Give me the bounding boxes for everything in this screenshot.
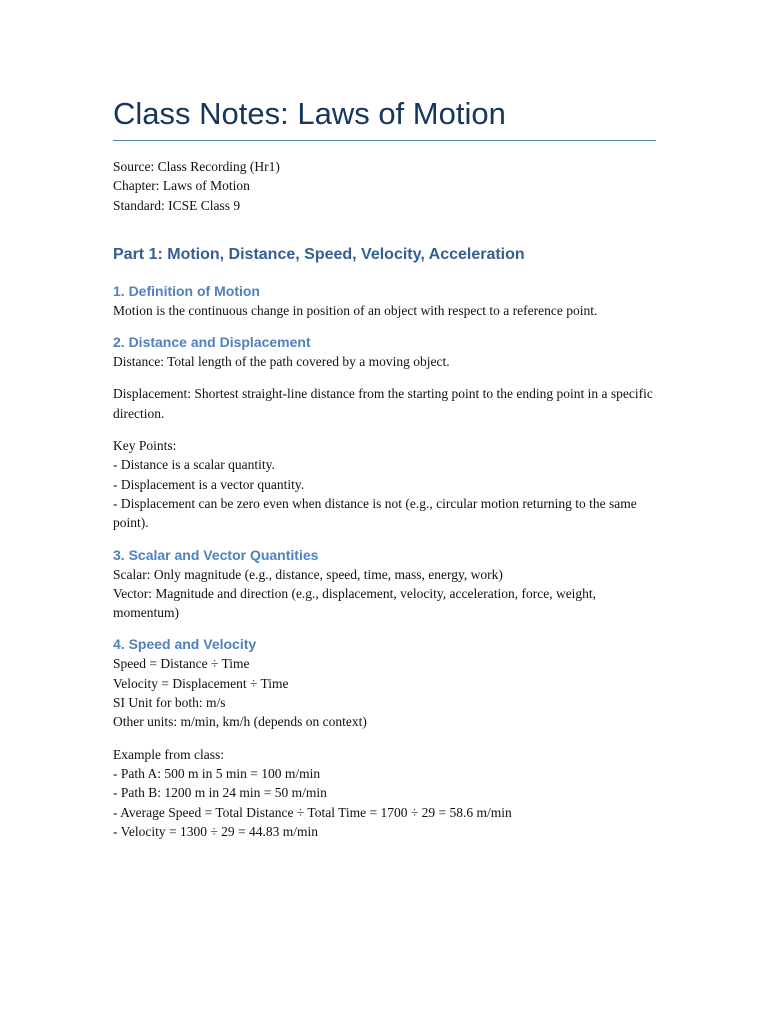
key-point-item: - Displacement can be zero even when distance is not (e.g., circular motion returning to the same point). <box>113 495 637 531</box>
section-distance-heading: 2. Distance and Displacement <box>113 334 311 351</box>
key-point-item: - Distance is a scalar quantity. <box>113 457 275 473</box>
formula-line: SI Unit for both: m/s <box>113 695 226 711</box>
example-line: - Path B: 1200 m in 24 min = 50 m/min <box>113 785 327 801</box>
displacement-definition: Displacement: Shortest straight-line distance from the starting point to the ending point in a specific direction. <box>113 386 653 421</box>
vector-definition: Vector: Magnitude and direction (e.g., displacement, velocity, acceleration, force, weight, momentum) <box>113 585 597 621</box>
section-speed-velocity-heading: 4. Speed and Velocity <box>113 636 257 653</box>
formula-line: Other units: m/min, km/h (depends on context) <box>113 714 367 730</box>
title-underline <box>113 140 656 141</box>
document-meta <box>113 157 658 215</box>
example-label: Example from class: <box>113 746 224 762</box>
meta-chapter: Chapter: Laws of Motion <box>113 178 250 194</box>
key-points-block <box>113 436 658 532</box>
speed-velocity-formulas <box>113 654 658 731</box>
meta-source: Source: Class Recording (Hr1) <box>113 159 280 174</box>
formula-line: Speed = Distance ÷ Time <box>113 656 250 672</box>
key-point-item: - Displacement is a vector quantity. <box>113 476 305 492</box>
section-motion-heading: 1. Definition of Motion <box>113 282 260 299</box>
scalar-vector-block <box>113 565 658 623</box>
example-line: - Path A: 500 m in 5 min = 100 m/min <box>113 765 321 781</box>
document-page <box>113 90 658 841</box>
class-example-block <box>113 745 658 841</box>
meta-standard: Standard: ICSE Class 9 <box>113 197 241 213</box>
example-line: - Average Speed = Total Distance ÷ Total Time = 1700 ÷ 29 = 58.6 m/min <box>113 804 512 820</box>
part-1-heading: Part 1: Motion, Distance, Speed, Velocity, Acceleration <box>113 245 525 263</box>
distance-definition: Distance: Total length of the path covered by a moving object. <box>113 354 450 370</box>
section-scalar-vector-heading: 3. Scalar and Vector Quantities <box>113 546 319 563</box>
scalar-definition: Scalar: Only magnitude (e.g., distance, speed, time, mass, energy, work) <box>113 566 503 582</box>
example-line: - Velocity = 1300 ÷ 29 = 44.83 m/min <box>113 823 319 839</box>
section-motion-text: Motion is the continuous change in position of an object with respect to a reference point. <box>113 302 598 318</box>
formula-line: Velocity = Displacement ÷ Time <box>113 675 289 691</box>
document-title: Class Notes: Laws of Motion <box>113 96 506 131</box>
key-points-label: Key Points: <box>113 438 177 454</box>
